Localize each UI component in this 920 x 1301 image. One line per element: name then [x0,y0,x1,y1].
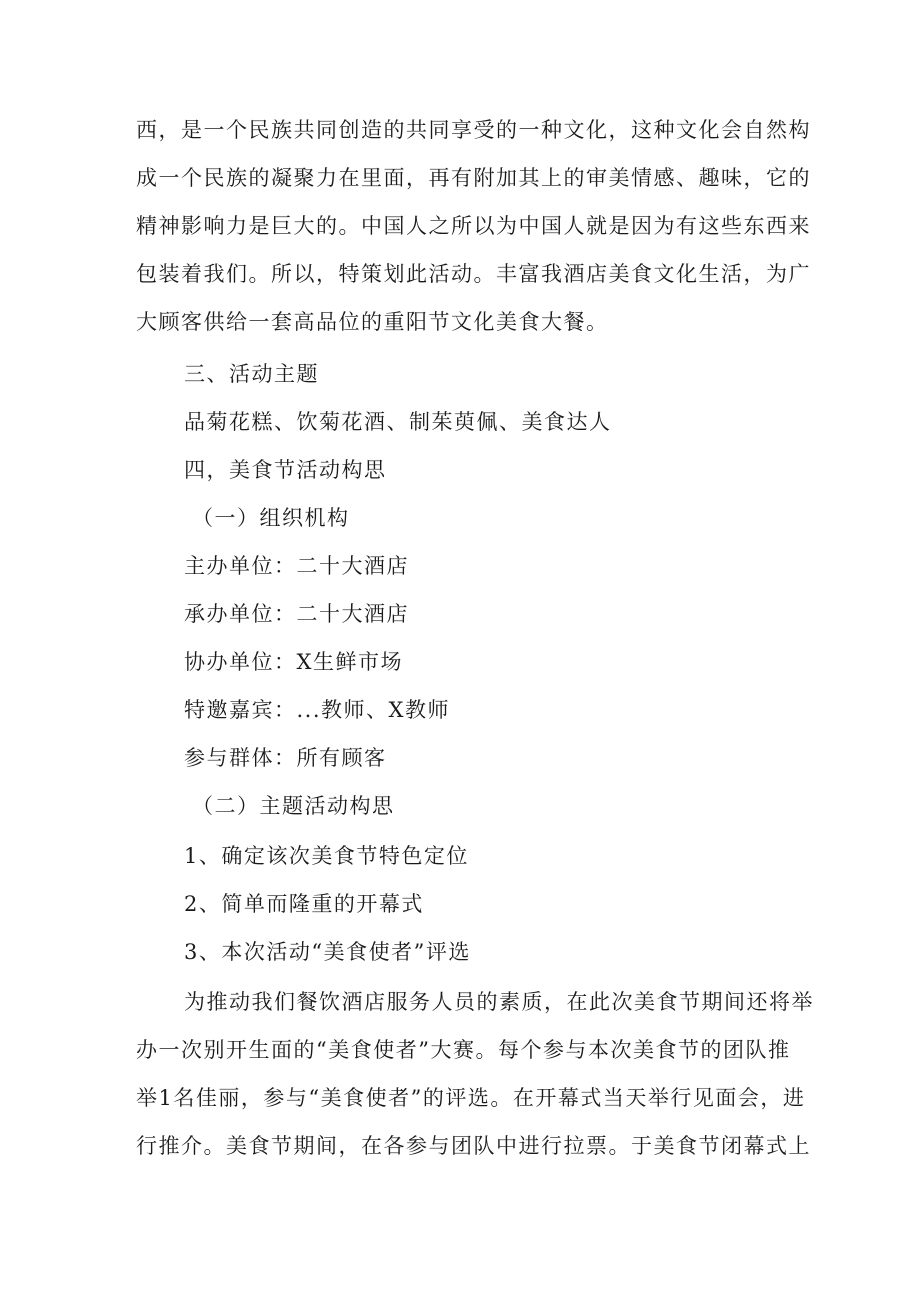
org-guests: 特邀嘉宾：...教师、X教师 [184,698,450,722]
list-item: 2、简单而隆重的开幕式 [184,892,424,916]
final-line-4: 行推介。美食节期间，在各参与团队中进行拉票。于美食节闭幕式上 [136,1134,811,1158]
subsection-2-heading: （二）主题活动构思 [192,794,395,818]
subsection-1-heading: （一）组织机构 [192,506,350,530]
list-item: 3、本次活动“美食使者”评选 [184,940,471,964]
final-line-2: 办一次别开生面的“美食使者”大赛。每个参与本次美食节的团队推 [136,1038,791,1062]
final-line-3: 举1名佳丽，参与“美食使者”的评选。在开幕式当天举行见面会，进 [136,1086,806,1110]
intro-line-5: 大顾客供给一套高品位的重阳节文化美食大餐。 [136,310,609,334]
org-participants: 参与群体：所有顾客 [184,746,387,770]
list-item: 1、确定该次美食节特色定位 [184,844,469,868]
section-4-heading: 四，美食节活动构思 [184,458,387,482]
intro-line-3: 精神影响力是巨大的。中国人之所以为中国人就是因为有这些东西来 [136,214,811,238]
section-3-body: 品菊花糕、饮菊花酒、制茱萸佩、美食达人 [184,410,612,434]
org-organizer: 承办单位：二十大酒店 [184,602,409,626]
intro-line-2: 成一个民族的凝聚力在里面，再有附加其上的审美情感、趣味，它的 [136,166,811,190]
org-co-organizer: 协办单位：X生鲜市场 [184,650,403,674]
org-host: 主办单位：二十大酒店 [184,554,409,578]
final-line-1: 为推动我们餐饮酒店服务人员的素质，在此次美食节期间还将举 [184,990,814,1014]
intro-line-4: 包装着我们。所以，特策划此活动。丰富我酒店美食文化生活，为广 [136,262,811,286]
intro-line-1: 西，是一个民族共同创造的共同享受的一种文化，这种文化会自然构 [136,118,811,142]
section-3-heading: 三、活动主题 [184,362,319,386]
